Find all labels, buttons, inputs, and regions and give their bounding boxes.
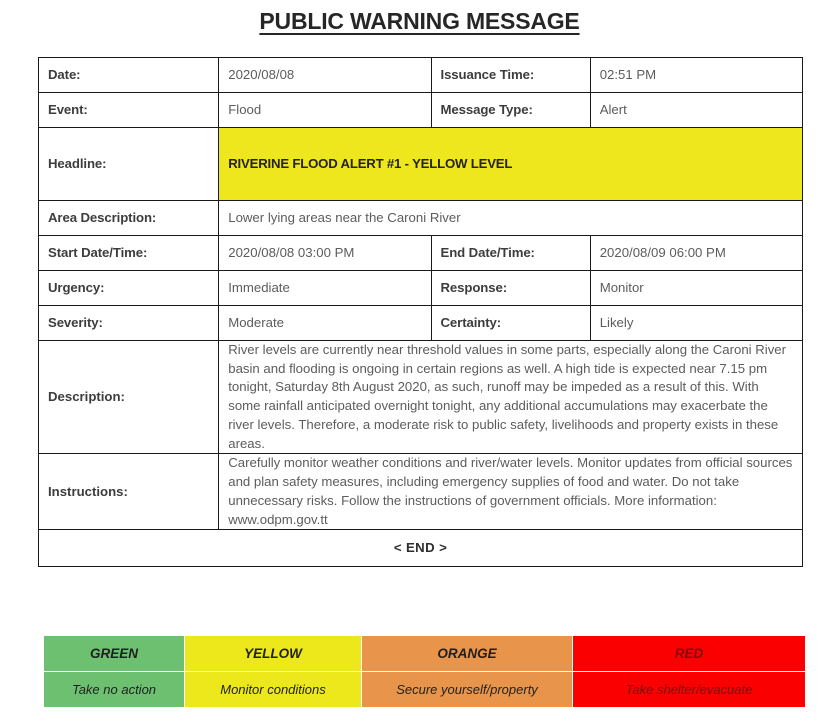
headline-banner: RIVERINE FLOOD ALERT #1 - YELLOW LEVEL: [219, 128, 803, 201]
table-row-event: [39, 93, 803, 128]
urgency-label: Urgency:: [39, 271, 219, 306]
end-marker: < END >: [39, 530, 803, 567]
alert-level-legend: [43, 635, 806, 708]
certainty-value: Likely: [590, 306, 802, 341]
urgency-value: Immediate: [219, 271, 431, 306]
issuance-time-label: Issuance Time:: [431, 58, 590, 93]
table-row-urgency: [39, 271, 803, 306]
response-label: Response:: [431, 271, 590, 306]
legend-action-red: Take shelter/evacuate: [573, 672, 806, 708]
instructions-value: Carefully monitor weather conditions and river/water levels. Monitor updates from official sources and plan safety measures, including emergency supplies of food and water. Do not take unnecessary risks. Follow the instructions of government officials. More information: www.odpm.gov.tt: [219, 454, 803, 530]
table-row-area-description: [39, 201, 803, 236]
table-row-datetime: [39, 236, 803, 271]
legend-action-green: Take no action: [44, 672, 185, 708]
warning-details-table: [38, 57, 803, 567]
issuance-time-value: 02:51 PM: [590, 58, 802, 93]
table-row-description: [39, 341, 803, 454]
event-label: Event:: [39, 93, 219, 128]
date-value: 2020/08/08: [219, 58, 431, 93]
message-type-value: Alert: [590, 93, 802, 128]
severity-value: Moderate: [219, 306, 431, 341]
area-description-value: Lower lying areas near the Caroni River: [219, 201, 803, 236]
date-label: Date:: [39, 58, 219, 93]
legend-level-orange: ORANGE: [362, 636, 573, 672]
legend-action-yellow: Monitor conditions: [185, 672, 362, 708]
legend-row-levels: [44, 636, 806, 672]
legend-row-actions: [44, 672, 806, 708]
table-row-instructions: [39, 454, 803, 530]
area-description-label: Area Description:: [39, 201, 219, 236]
start-datetime-label: Start Date/Time:: [39, 236, 219, 271]
end-datetime-value: 2020/08/09 06:00 PM: [590, 236, 802, 271]
description-label: Description:: [39, 341, 219, 454]
table-row-severity: [39, 306, 803, 341]
legend-level-green: GREEN: [44, 636, 185, 672]
severity-label: Severity:: [39, 306, 219, 341]
description-value: River levels are currently near threshold values in some parts, especially along the Caroni River basin and flooding is ongoing in certain regions as well. A high tide is expected near 7.15 pm tonight, Saturday 8th August 2020, as such, runoff may be impeded as a result of this. With some rainfall anticipated overnight tonight, any additional accumulations may exacerbate the river levels. Therefore, a moderate risk to public safety, livelihoods and property exists in these areas.: [219, 341, 803, 454]
page-title: PUBLIC WARNING MESSAGE: [259, 8, 580, 34]
legend-action-orange: Secure yourself/property: [362, 672, 573, 708]
certainty-label: Certainty:: [431, 306, 590, 341]
legend-level-red: RED: [573, 636, 806, 672]
instructions-label: Instructions:: [39, 454, 219, 530]
response-value: Monitor: [590, 271, 802, 306]
start-datetime-value: 2020/08/08 03:00 PM: [219, 236, 431, 271]
table-row-date: [39, 58, 803, 93]
message-type-label: Message Type:: [431, 93, 590, 128]
end-datetime-label: End Date/Time:: [431, 236, 590, 271]
headline-label: Headline:: [39, 128, 219, 201]
legend-level-yellow: YELLOW: [185, 636, 362, 672]
event-value: Flood: [219, 93, 431, 128]
table-row-end: [39, 530, 803, 567]
table-row-headline: [39, 128, 803, 201]
